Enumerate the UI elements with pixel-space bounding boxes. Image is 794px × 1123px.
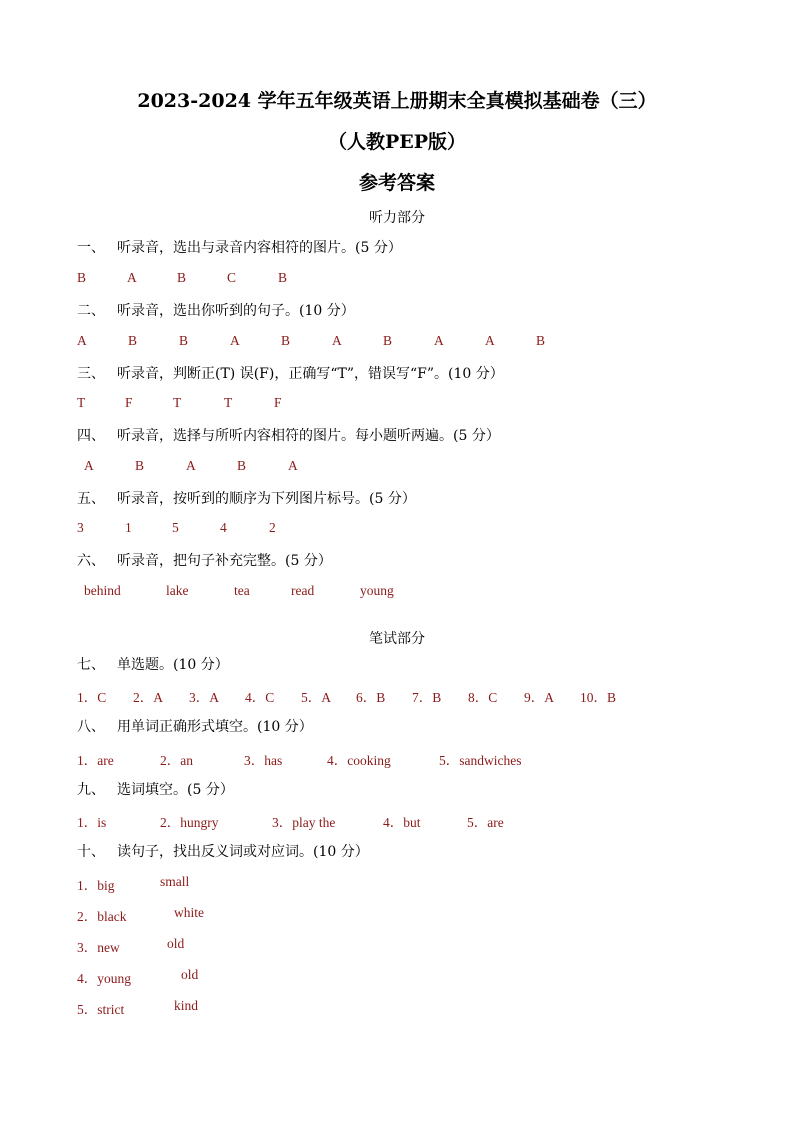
question-6 <box>77 550 332 570</box>
answer-item: T <box>77 395 86 410</box>
answer-item: B <box>128 333 138 348</box>
question-9 <box>77 779 234 799</box>
answer-item: A <box>186 458 196 473</box>
answer-item: 3．A <box>189 690 219 705</box>
question-9-number: 九、 <box>77 782 105 798</box>
listening-section-title: 听力部分 <box>369 210 425 226</box>
answer-item: 1 <box>125 520 132 535</box>
antonym-match: kind <box>174 998 199 1013</box>
answer-item: A <box>127 270 137 285</box>
question-1 <box>77 237 402 257</box>
question-8-text: 用单词正确形式填空。(10 分） <box>117 719 313 735</box>
antonym-word: 1．big <box>77 878 115 893</box>
answer-item: 2．an <box>160 753 193 768</box>
answer-item: behind <box>84 583 121 598</box>
answer-item: F <box>125 395 133 410</box>
answer-item: young <box>360 583 394 598</box>
answer-item: B <box>135 458 145 473</box>
antonym-word: 5．strict <box>77 1002 125 1017</box>
answer-item: B <box>281 333 291 348</box>
question-10-number: 十、 <box>77 844 105 860</box>
antonym-match: white <box>174 905 204 920</box>
answer-item: 8．C <box>468 690 498 705</box>
question-10-text: 读句子，找出反义词或对应词。(10 分） <box>117 844 369 860</box>
question-4 <box>77 425 500 445</box>
answer-item: 4 <box>220 520 227 535</box>
answer-item: 4．C <box>245 690 275 705</box>
answer-item: B <box>177 270 187 285</box>
answer-item: A <box>434 333 444 348</box>
answer-item: 2．hungry <box>160 815 219 830</box>
question-7-number: 七、 <box>77 657 105 673</box>
question-6-text: 听录音，把句子补充完整。(5 分） <box>117 553 332 569</box>
question-9-text: 选词填空。(5 分） <box>117 782 234 798</box>
answer-item: tea <box>234 583 250 598</box>
answer-item: 1．is <box>77 815 107 830</box>
writing-section-title: 笔试部分 <box>369 631 425 647</box>
answer-item: 3．play the <box>272 815 336 830</box>
question-3-text: 听录音，判断正(T) 误(F)，正确写“T”，错误写“F”。(10 分） <box>117 366 504 382</box>
answer-item: 5．A <box>301 690 331 705</box>
answer-item: C <box>227 270 237 285</box>
answer-item: T <box>173 395 182 410</box>
answer-item: 3．has <box>244 753 283 768</box>
answer-item: A <box>288 458 298 473</box>
answer-item: A <box>77 333 87 348</box>
antonym-match: old <box>167 936 185 951</box>
antonym-word: 2．black <box>77 909 127 924</box>
answer-item: 7．B <box>412 690 442 705</box>
question-6-number: 六、 <box>77 553 105 569</box>
question-2 <box>77 300 355 320</box>
antonym-word: 4．young <box>77 971 131 986</box>
answer-item: 4．but <box>383 815 421 830</box>
antonym-match: small <box>160 874 190 889</box>
answer-item: 4．cooking <box>327 753 391 768</box>
antonym-word: 3．new <box>77 940 120 955</box>
question-2-text: 听录音，选出你听到的句子。(10 分） <box>117 303 355 319</box>
question-8 <box>77 716 313 736</box>
question-3 <box>77 363 504 383</box>
question-4-text: 听录音，选择与所听内容相符的图片。每小题听两遍。(5 分） <box>117 428 500 444</box>
answer-item: 9．A <box>524 690 554 705</box>
answer-item: T <box>224 395 233 410</box>
question-7-text: 单选题。(10 分） <box>117 657 229 673</box>
document-edition: （人教PEP版） <box>327 131 467 153</box>
question-5 <box>77 488 416 508</box>
question-1-number: 一、 <box>77 240 105 256</box>
question-5-text: 听录音，按听到的顺序为下列图片标号。(5 分） <box>117 491 416 507</box>
answer-item: A <box>485 333 495 348</box>
answer-item: 2．A <box>133 690 163 705</box>
answer-item: B <box>536 333 546 348</box>
question-4-number: 四、 <box>77 428 105 444</box>
answer-item: 2 <box>269 520 276 535</box>
answer-item: B <box>278 270 288 285</box>
question-3-number: 三、 <box>77 366 105 382</box>
answer-item: 1．C <box>77 690 107 705</box>
answer-item: 3 <box>77 520 84 535</box>
question-8-number: 八、 <box>77 719 105 735</box>
answer-item: A <box>230 333 240 348</box>
document-title: 2023-2024 学年五年级英语上册期末全真模拟基础卷（三） <box>137 90 657 112</box>
answer-item: B <box>383 333 393 348</box>
antonym-match: old <box>181 967 199 982</box>
answer-item: 5．are <box>467 815 504 830</box>
answer-item: B <box>179 333 189 348</box>
answer-item: lake <box>166 583 189 598</box>
question-1-text: 听录音，选出与录音内容相符的图片。(5 分） <box>117 240 402 256</box>
answer-item: 5．sandwiches <box>439 753 522 768</box>
answer-key-heading: 参考答案 <box>358 172 435 194</box>
answer-item: A <box>84 458 94 473</box>
answer-item: F <box>274 395 282 410</box>
answer-item: 5 <box>172 520 179 535</box>
answer-item: B <box>77 270 87 285</box>
answer-item: 10．B <box>580 690 617 705</box>
answer-item: B <box>237 458 247 473</box>
question-2-number: 二、 <box>77 303 105 319</box>
answer-item: A <box>332 333 342 348</box>
question-5-number: 五、 <box>77 491 105 507</box>
answer-item: 1．are <box>77 753 114 768</box>
question-7 <box>77 654 229 674</box>
answer-item: 6．B <box>356 690 386 705</box>
answer-item: read <box>291 583 315 598</box>
question-10 <box>77 841 369 861</box>
